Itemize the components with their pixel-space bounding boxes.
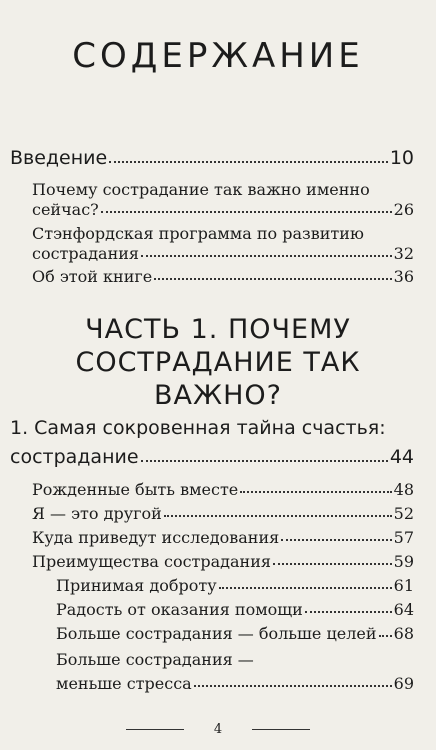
part-title-line-2: СОСТРАДАНИЕ ТАК [75,347,361,378]
dot-leader [240,491,391,493]
toc-entry-title: Больше сострадания — больше целей [56,624,377,643]
toc-entry-subsection[interactable] [56,576,414,595]
toc-entry-page: 36 [393,267,414,286]
toc-entry-title: Преимущества сострадания [32,552,271,571]
chapter-title-line: 1. Самая сокровенная тайна счастья: [10,417,386,439]
toc-entry-subsection[interactable] [56,624,414,643]
footer-rule-left [126,729,184,730]
toc-entry-page: 57 [393,528,414,547]
dot-leader [219,587,392,589]
toc-entry-title: меньше стресса [56,674,192,693]
footer-rule-right [252,729,310,730]
toc-entry-page: 32 [393,244,414,263]
toc-entry-chapter-1[interactable] [10,446,414,468]
toc-entry-section[interactable] [32,528,414,547]
toc-entry-title: сострадание [10,446,139,468]
toc-entry-title: Куда приведут исследования [32,528,280,547]
toc-entry-page: 61 [393,576,414,595]
toc-entry-page: 10 [389,147,414,169]
dot-leader [141,255,392,257]
dot-leader [141,460,388,462]
toc-entry-page: 44 [389,446,414,468]
dot-leader [154,278,391,280]
toc-entry-title: Радость от оказания помощи [56,600,303,619]
dot-leader [164,515,392,517]
toc-entry-line: Стэнфордская программа по развитию [32,224,364,243]
toc-entry-stanford-program[interactable] [32,244,414,263]
dot-leader [101,211,392,213]
toc-entry-title: Об этой книге [32,267,153,286]
toc-entry-section[interactable] [32,504,414,523]
page-number: 4 [213,722,223,737]
dot-leader [281,539,391,541]
toc-entry-page: 59 [393,552,414,571]
dot-leader [273,563,392,565]
page-footer [0,722,436,737]
toc-entry-page: 52 [393,504,414,523]
toc-entry-why-now[interactable] [32,200,414,219]
toc-entry-line: Больше сострадания — [56,650,254,669]
toc-entry-line: Почему сострадание так важно именно [32,180,370,199]
dot-leader [305,611,392,613]
part-title-line-3: ВАЖНО? [154,380,282,411]
toc-entry-title: Рожденные быть вместе [32,480,239,499]
toc-entry-page: 68 [393,624,414,643]
toc-entry-section[interactable] [32,480,414,499]
toc-entry-title: сейчас? [32,200,99,219]
toc-entry-page: 48 [393,480,414,499]
toc-entry-page: 26 [393,200,414,219]
toc-entry-section[interactable] [32,552,414,571]
toc-entry-title: Я — это другой [32,504,162,523]
toc-entry-title: Принимая доброту [56,576,217,595]
toc-entry-subsection[interactable] [56,600,414,619]
toc-entry-title: сострадания [32,244,139,263]
part-title-line-1: ЧАСТЬ 1. ПОЧЕМУ [85,314,351,345]
toc-entry-about-book[interactable] [32,267,414,286]
toc-entry-title: Введение [10,147,108,169]
contents-heading: СОДЕРЖАНИЕ [72,36,364,76]
dot-leader [194,685,392,687]
toc-entry-introduction[interactable] [10,147,414,169]
dot-leader [109,161,388,163]
dot-leader [379,635,392,637]
toc-entry-subsection[interactable] [56,674,414,693]
toc-entry-page: 69 [393,674,414,693]
toc-entry-page: 64 [393,600,414,619]
